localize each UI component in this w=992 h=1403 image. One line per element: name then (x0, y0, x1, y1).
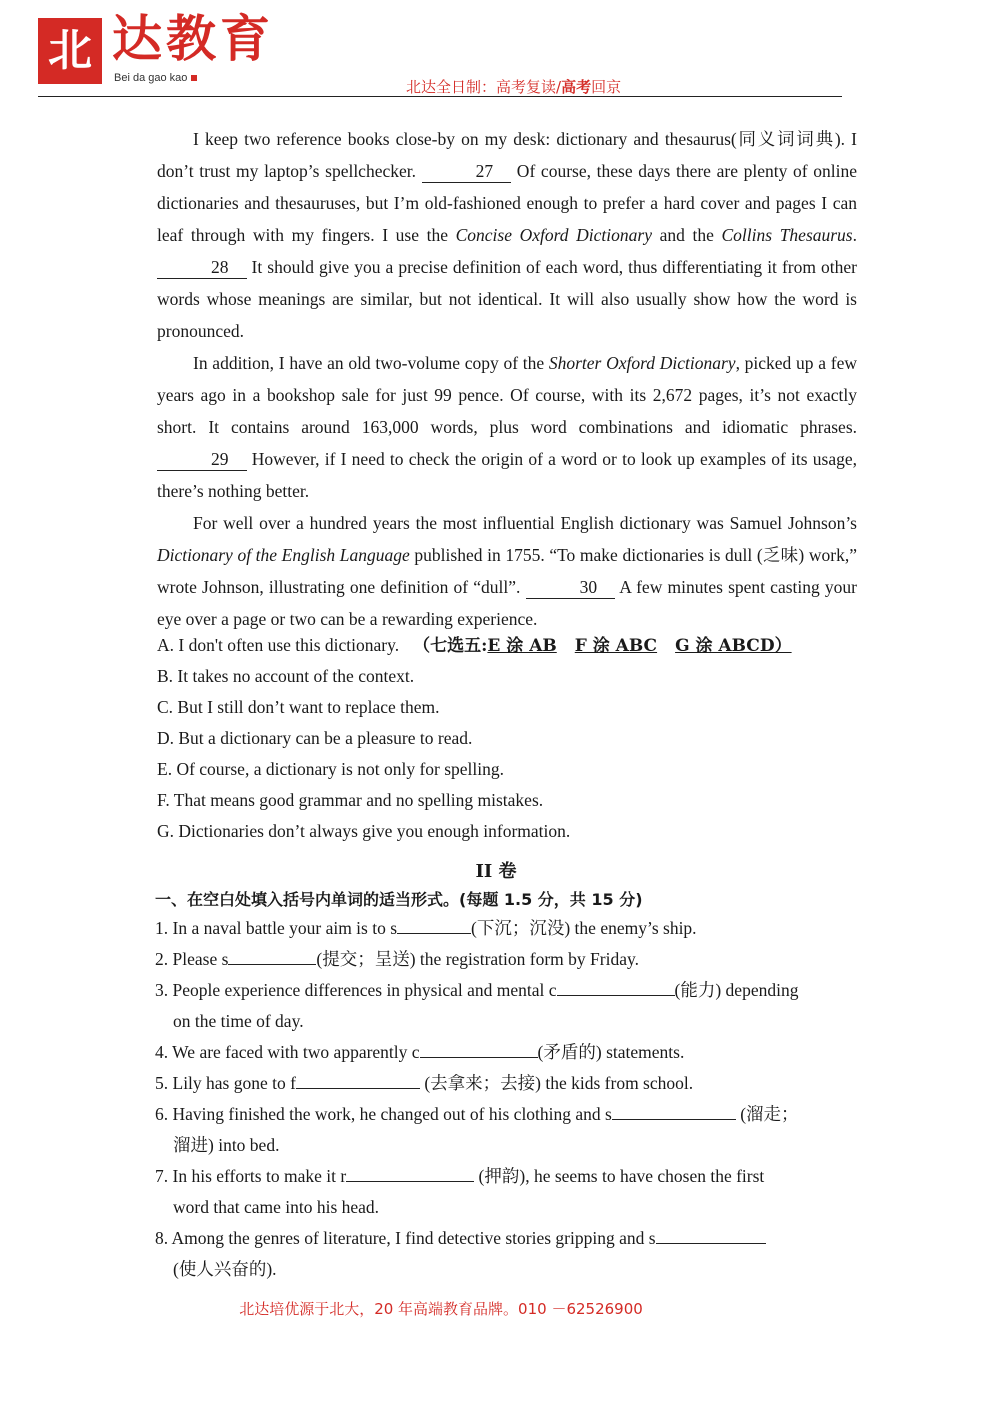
option-d: D. But a dictionary can be a pleasure to read. (157, 728, 473, 748)
answer-line (420, 1037, 538, 1058)
footer-slogan: 北达培优源于北大，20 年高端教育品牌。010 －62526900 (239, 1300, 643, 1318)
logo-char: 北 (48, 25, 92, 76)
section-title: II 卷 (475, 861, 517, 882)
paragraph-1: I keep two reference books close-by on my desk: dictionary and thesaurus(同义词词典). I don’t trust my laptop’s spellchecker. 27 Of course, these days there are plenty of online dictionaries and thesauruses, but I’m old-fashioned enough to prefer a hard cover and pages I can leaf through with my fingers. I use the Concise Oxford Dictionary and the Collins Thesaurus. 28 It should give you a precise definition of each word, thus differentiating it from other words whose meanings are similar, but not identical. It will also usually show how the word is pronounced. (157, 129, 857, 341)
blank-28: 28 (157, 256, 247, 279)
answer-options (157, 630, 877, 847)
option-b: B. It takes no account of the context. (157, 666, 415, 686)
answer-line (346, 1161, 474, 1182)
question-4: 4. We are faced with two apparently c (矛盾的) statements. (155, 1037, 855, 1068)
question-5: 5. Lily has gone to f (去拿来；去接) the kids from school. (155, 1068, 855, 1099)
answer-line (228, 944, 316, 965)
blank-30: 30 (526, 576, 616, 599)
paragraph-3: For well over a hundred years the most influential English dictionary was Samuel Johnson’s Dictionary of the English Language published in 1755. “To make dictionaries is dull (乏味) work,” wrote Johnson, illustrating one definition of “dull”. 30 A few minutes spent casting your eye over a page or two can be a rewarding experience. (157, 513, 857, 629)
answer-coding-note: （七选五:E 涂 AB F 涂 ABC G 涂 ABCD） (413, 636, 792, 656)
question-3: 3. People experience differences in physical and mental c (能力) depending on the time of day. (155, 975, 855, 1037)
blank-27: 27 (422, 160, 512, 183)
answer-line (557, 975, 675, 996)
header-tagline: 北达全日制：高考复读/高考回京 (406, 78, 622, 96)
answer-line (656, 1223, 766, 1244)
logo-mark (38, 18, 102, 84)
option-e: E. Of course, a dictionary is not only for spelling. (157, 759, 505, 779)
square-icon (191, 75, 197, 81)
option-a: A. I don't often use this dictionary. （七选五:E 涂 AB F 涂 ABC G 涂 ABCD） (157, 635, 792, 656)
section-instruction: 一、在空白处填入括号内单词的适当形式。(每题 1.5 分，共 15 分) (155, 890, 643, 909)
answer-line (612, 1099, 736, 1120)
question-7: 7. In his efforts to make it r (押韵), he seems to have chosen the first word that came into his head. (155, 1161, 855, 1223)
question-8: 8. Among the genres of literature, I find detective stories gripping and s (使人兴奋的). (155, 1223, 855, 1285)
logo-text: 达教育 (112, 9, 274, 68)
blank-29: 29 (157, 448, 247, 471)
question-2: 2. Please s (提交；呈送) the registration form by Friday. (155, 944, 855, 975)
question-1: 1. In a naval battle your aim is to s (下沉；沉没) the enemy’s ship. (155, 913, 855, 944)
question-6: 6. Having finished the work, he changed out of his clothing and s (溜走； 溜进) into bed. (155, 1099, 855, 1161)
paragraph-2: In addition, I have an old two-volume copy of the Shorter Oxford Dictionary, picked up a few years ago in a bookshop sale for just 99 pence. Of course, with its 2,672 pages, it’s not exactly short. It contains around 163,000 words, plus word combinations and idiomatic phrases. 29 However, if I need to check the origin of a word or to look up examples of its usage, there’s nothing better. (157, 353, 857, 501)
option-g: G. Dictionaries don’t always give you enough information. (157, 821, 571, 841)
header-divider (38, 96, 842, 97)
question-list (155, 913, 855, 1285)
answer-line (397, 913, 471, 934)
logo-subtitle: Bei da gao kao (114, 72, 197, 84)
answer-line (296, 1068, 420, 1089)
option-f: F. That means good grammar and no spelling mistakes. (157, 790, 544, 810)
option-c: C. But I still don’t want to replace them. (157, 697, 440, 717)
reading-passage (157, 123, 857, 635)
